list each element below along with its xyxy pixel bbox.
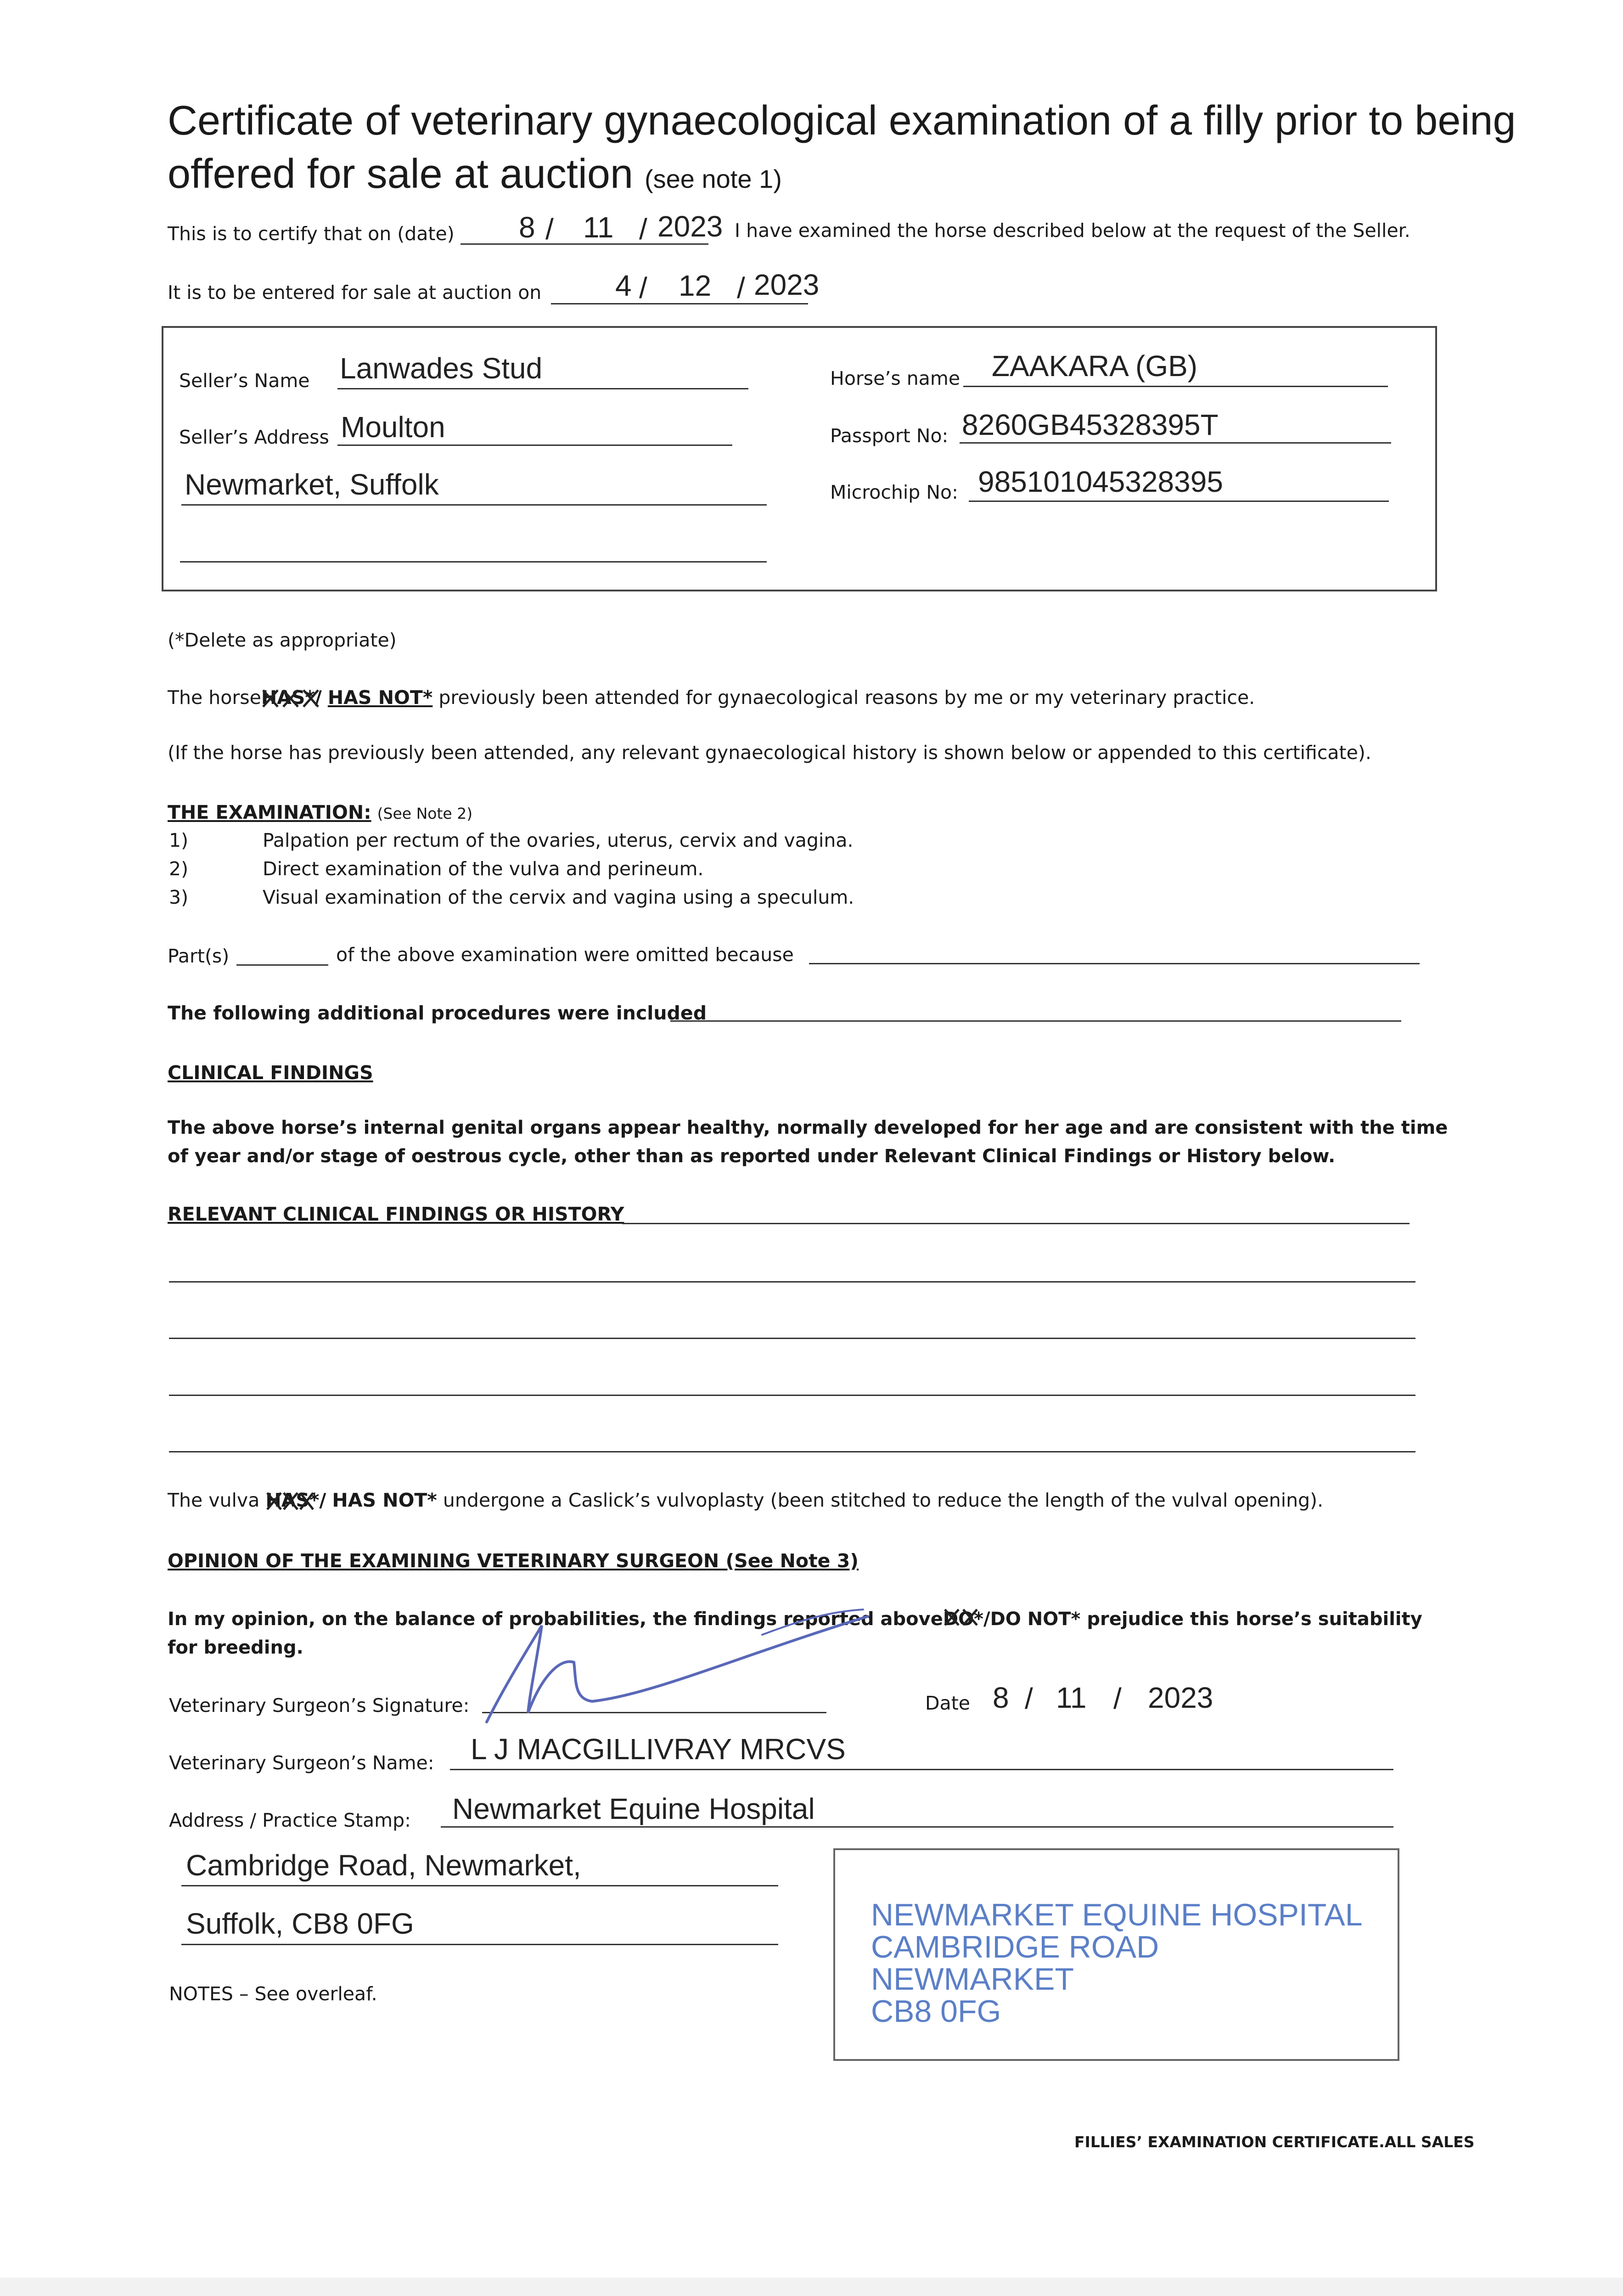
auction-day: 4 xyxy=(615,269,632,302)
seller-address-line-3 xyxy=(180,561,767,563)
relevant-findings-line-2 xyxy=(169,1281,1415,1283)
auction-slash-1: / xyxy=(639,271,647,304)
attended-struck-text: HAS*/ xyxy=(261,687,322,709)
seller-name-line xyxy=(337,388,748,389)
vulva-struck-text: HAS*/ xyxy=(265,1489,326,1511)
exam-item-1-text: Palpation per rectum of the ovaries, uterus, cervix and vagina. xyxy=(263,829,854,851)
practice-address-line-1 xyxy=(441,1826,1393,1828)
title-note: (see note 1) xyxy=(645,164,782,193)
seller-address-label: Seller’s Address xyxy=(179,426,329,448)
auction-prefix: It is to be entered for sale at auction on xyxy=(168,281,542,304)
opinion-status: DO NOT* xyxy=(990,1609,1081,1630)
strikeout-mark xyxy=(261,687,330,709)
signature-date-month: 11 xyxy=(1056,1681,1087,1714)
delete-note: (*Delete as appropriate) xyxy=(168,629,397,651)
title-main: Certificate of veterinary gynaecological examination of a filly prior to being offered for sale at auction xyxy=(168,98,1516,197)
certify-day: 8 xyxy=(519,211,535,244)
stamp-line-2: CAMBRIDGE ROAD xyxy=(871,1930,1159,1964)
relevant-findings-line-1 xyxy=(622,1223,1410,1224)
seller-name: Lanwades Stud xyxy=(340,352,543,385)
seller-name-label: Seller’s Name xyxy=(179,370,310,392)
signature-date-label: Date xyxy=(925,1692,970,1714)
strikeout-mark xyxy=(943,1607,984,1628)
relevant-findings-line-5 xyxy=(169,1451,1415,1452)
relevant-findings-line-3 xyxy=(169,1338,1415,1339)
stamp-line-3: NEWMARKET xyxy=(871,1962,1074,1997)
practice-address-line-2 xyxy=(181,1885,778,1886)
vulva-suffix: undergone a Caslick’s vulvoplasty (been stitched to reduce the length of the vulval opening). xyxy=(443,1489,1324,1511)
auction-date-line xyxy=(551,303,808,304)
certify-slash-2: / xyxy=(639,213,647,246)
notes-text: NOTES – See overleaf. xyxy=(169,1983,377,2005)
auction-year: 2023 xyxy=(754,268,820,301)
attended-prefix: The horse xyxy=(168,687,261,709)
scan-edge xyxy=(0,2278,1623,2296)
opinion-prefix: In my opinion, on the balance of probabilities, the findings reported above xyxy=(168,1609,943,1630)
strikeout-mark xyxy=(265,1490,316,1512)
omitted-parts-line xyxy=(236,964,328,966)
auction-month: 12 xyxy=(679,269,712,302)
exam-item-3-num: 3) xyxy=(169,886,189,908)
microchip-number: 985101045328395 xyxy=(978,465,1223,498)
clinical-findings-heading: CLINICAL FINDINGS xyxy=(168,1062,373,1084)
relevant-findings-heading: RELEVANT CLINICAL FINDINGS OR HISTORY xyxy=(168,1203,624,1225)
microchip-label: Microchip No: xyxy=(830,481,958,503)
signature-date-slash-2: / xyxy=(1113,1682,1122,1715)
stamp-line-1: NEWMARKET EQUINE HOSPITAL xyxy=(871,1897,1363,1932)
surgeon-name-label: Veterinary Surgeon’s Name: xyxy=(169,1752,434,1774)
vulva-line xyxy=(168,1489,1323,1511)
opinion-heading: OPINION OF THE EXAMINING VETERINARY SURGEON (See Note 3) xyxy=(168,1550,859,1572)
seller-address-line-2 xyxy=(181,504,767,506)
surgeon-name: L J MACGILLIVRAY MRCVS xyxy=(471,1733,846,1766)
omitted-suffix: of the above examination were omitted because xyxy=(336,944,794,966)
relevant-findings-line-4 xyxy=(169,1395,1415,1396)
attended-suffix: previously been attended for gynaecological reasons by me or my veterinary practice. xyxy=(438,687,1255,709)
omitted-reason-line xyxy=(809,963,1420,964)
certify-suffix: I have examined the horse described below at the request of the Seller. xyxy=(735,219,1410,242)
opinion-struck-text: DO*/ xyxy=(943,1609,990,1630)
certify-slash-1: / xyxy=(545,213,554,246)
opinion-struck xyxy=(943,1605,990,1633)
microchip-line xyxy=(969,501,1389,502)
exam-item-2-text: Direct examination of the vulva and perineum. xyxy=(263,858,704,880)
exam-item-2-num: 2) xyxy=(169,858,189,880)
practice-address-line-3 xyxy=(181,1944,778,1945)
opinion-suffix: prejudice this horse’s suitability for breeding. xyxy=(168,1609,1422,1658)
signature-date-day: 8 xyxy=(993,1681,1009,1714)
vulva-prefix: The vulva xyxy=(168,1489,260,1511)
horse-name-label: Horse’s name xyxy=(830,367,960,389)
attended-line xyxy=(168,687,1255,709)
signature-scribble xyxy=(477,1593,891,1731)
seller-address-line1: Moulton xyxy=(341,411,445,444)
clinical-statement: The above horse’s internal genital organs appear healthy, normally developed for her age and are consistent with the time of year and/or stage of oestrous cycle, other than as reported under Relevant Clinical Findings or History below. xyxy=(168,1117,1448,1167)
certify-prefix: This is to certify that on (date) xyxy=(168,223,455,245)
horse-name-line xyxy=(963,386,1388,387)
practice-address-line2: Cambridge Road, Newmarket, xyxy=(186,1849,581,1882)
additional-procedures-line xyxy=(670,1020,1401,1022)
vulva-struck xyxy=(265,1489,326,1511)
page-title xyxy=(168,94,1545,206)
surgeon-name-line xyxy=(450,1769,1393,1770)
certify-month: 11 xyxy=(583,211,614,244)
passport-label: Passport No: xyxy=(830,425,949,447)
practice-address-label: Address / Practice Stamp: xyxy=(169,1809,411,1831)
signature-date-slash-1: / xyxy=(1025,1682,1033,1715)
examination-heading-row xyxy=(168,801,472,823)
vulva-status: HAS NOT* xyxy=(332,1489,437,1511)
passport-line xyxy=(960,442,1391,444)
certify-year: 2023 xyxy=(657,210,723,243)
footer-text: FILLIES’ EXAMINATION CERTIFICATE.ALL SALES xyxy=(1074,2133,1475,2151)
attended-struck xyxy=(261,687,322,709)
exam-item-3-text: Visual examination of the cervix and vagina using a speculum. xyxy=(263,886,854,908)
stamp-line-4: CB8 0FG xyxy=(871,1994,1001,2029)
additional-procedures-label: The following additional procedures were included xyxy=(168,1002,707,1024)
history-note: (If the horse has previously been attended, any relevant gynaecological history is shown below or appended to this certificate). xyxy=(168,742,1371,764)
horse-name: ZAAKARA (GB) xyxy=(992,349,1198,383)
attended-status: HAS NOT* xyxy=(327,687,433,709)
passport-number: 8260GB45328395T xyxy=(962,408,1219,441)
signature-date-year: 2023 xyxy=(1148,1681,1213,1714)
exam-item-1-num: 1) xyxy=(169,829,189,851)
practice-address-line1: Newmarket Equine Hospital xyxy=(452,1792,815,1825)
examination-heading: THE EXAMINATION: xyxy=(168,801,371,823)
omitted-prefix: Part(s) xyxy=(168,945,230,967)
seller-address-line-1 xyxy=(337,445,732,446)
examination-heading-note: (See Note 2) xyxy=(377,805,473,822)
signature-label: Veterinary Surgeon’s Signature: xyxy=(169,1694,470,1716)
practice-address-line3: Suffolk, CB8 0FG xyxy=(186,1907,414,1940)
auction-slash-2: / xyxy=(737,271,745,304)
seller-address-line2: Newmarket, Suffolk xyxy=(185,468,439,501)
